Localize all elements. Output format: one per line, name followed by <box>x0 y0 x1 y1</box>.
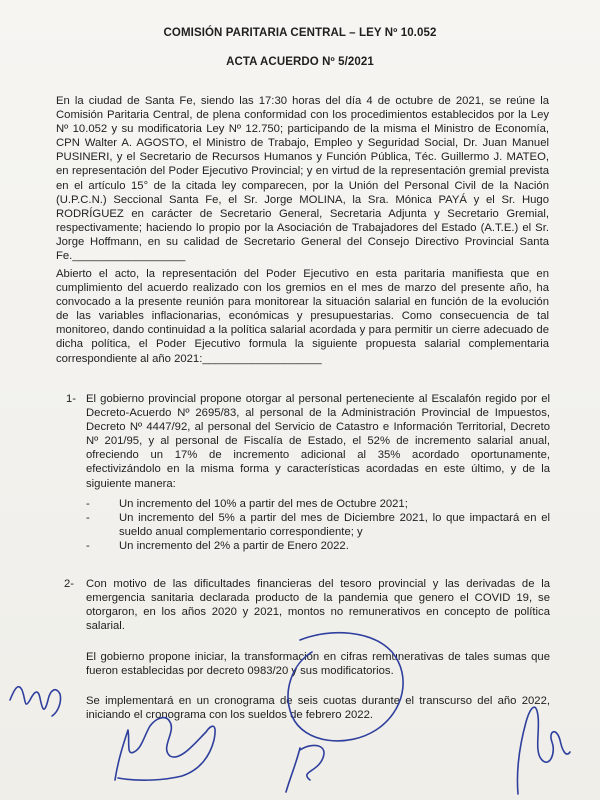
bullet-dash: - <box>86 540 90 553</box>
item-1-number: 1- <box>66 393 77 405</box>
signature-center-loop <box>288 633 403 741</box>
signature-right <box>517 707 570 794</box>
bullet-dash: - <box>86 512 90 525</box>
bullet-text: Un incremento del 2% a partir de Enero 2022. <box>119 540 349 553</box>
opening-paragraph: En la ciudad de Santa Fe, siendo las 17:30 horas del día 4 de octubre de 2021, se reúne la Comisión Paritaria Central, de plena conformidad con los procedimientos establecidos por la Ley Nº 10.052 y su modificatoria Ley Nº 12.750; participando de la misma el Ministro de Economía, CPN Walter A. AGOSTO, el Ministro de Trabajo, Empleo y Seguridad Social, Dr. Juan Manuel PUSINERI, y el Secretario de Recursos Humanos y Función Pública, Téc. Guillermo J. MATEO, en representación del Poder Ejecutivo Provincial; y en virtud de la representación gremial prevista en el artículo 15° de la citada ley comparecen, por la Unión del Personal Civil de la Nación (U.P.C.N.) Seccional Santa Fe, el Sr. Jorge MOLINA, la Sra. Mónica PAYÁ y el Sr. Hugo RODRÍGUEZ en carácter de Secretario General, Secretaria Adjunta y Secretario Gremial, respectivamente; haciendo lo propio por la Asociación de Trabajadores del Estado (A.T.E.) el Sr. Jorge Hoffmann, en su calidad de Secretario General del Consejo Directivo Provincial Santa Fe.__________________ <box>56 95 549 263</box>
proposal-paragraph: Abierto el acto, la representación del Poder Ejecutivo en esta paritaria manifiesta que en cumplimiento del acuerdo realizado con los gremios en el mes de marzo del presente año, ha convocado a la presente reunión para monitorear la situación salarial en función de la evolución de las variables inflacionarias, económicas y presupuestarias. Como consecuencia de tal monitoreo, dando continuidad a la política salarial acordada y para permitir un cierre adecuado de dicha política, el Poder Ejecutivo formula la siguiente propuesta salarial complementaria correspondiente al año 2021:___________________ <box>56 268 549 365</box>
item-2-number: 2- <box>64 578 75 590</box>
signature-left <box>10 687 61 716</box>
document-subtitle: ACTA ACUERDO Nº 5/2021 <box>226 56 374 68</box>
item-2-third-paragraph: Se implementará en un cronograma de seis cuotas durante el transcurso del año 2022, iniciando el cronograma con los sueldos de febrero 2022. <box>86 695 550 722</box>
item-2-second-paragraph: El gobierno propone iniciar, la transformación en cifras remunerativas de tales sumas que fueron establecidas por decreto 0983/20 y sus modificatorios. <box>86 651 550 678</box>
signature-center-left <box>115 718 215 781</box>
bullet-text: Un incremento del 5% a partir del mes de Diciembre 2021, lo que impactará en el sueldo anual complementario correspondiente; y <box>119 512 550 539</box>
bullet-text: Un incremento del 10% a partir del mes de Octubre 2021; <box>119 498 408 510</box>
document-title: COMISIÓN PARITARIA CENTRAL – LEY Nº 10.052 <box>163 27 437 39</box>
bullet-dash: - <box>86 498 90 510</box>
item-1-text: El gobierno provincial propone otorgar al personal perteneciente al Escalafón regido por el Decreto-Acuerdo Nº 2695/83, al personal de la Administración Provincial de Impuestos, Decreto Nº 4447/92, al personal del Servicio de Catastro e Información Territorial, Decreto Nº 201/95, y al personal de Fiscalía de Estado, el 52% de incremento salarial anual, ofreciendo un 17% de incremento adicional al 35% acordado oportunamente, efectivizándolo en la misma forma y características acordadas en este último, y de la siguiente manera: <box>86 393 550 490</box>
signature-center <box>286 745 324 792</box>
item-2-text: Con motivo de las dificultades financieras del tesoro provincial y las derivadas de la emergencia sanitaria declarada producto de la pandemia que genero el COVID 19, se otorgaron, en los años 2020 y 2021, montos no remunerativos en concepto de política salarial. <box>86 578 550 633</box>
